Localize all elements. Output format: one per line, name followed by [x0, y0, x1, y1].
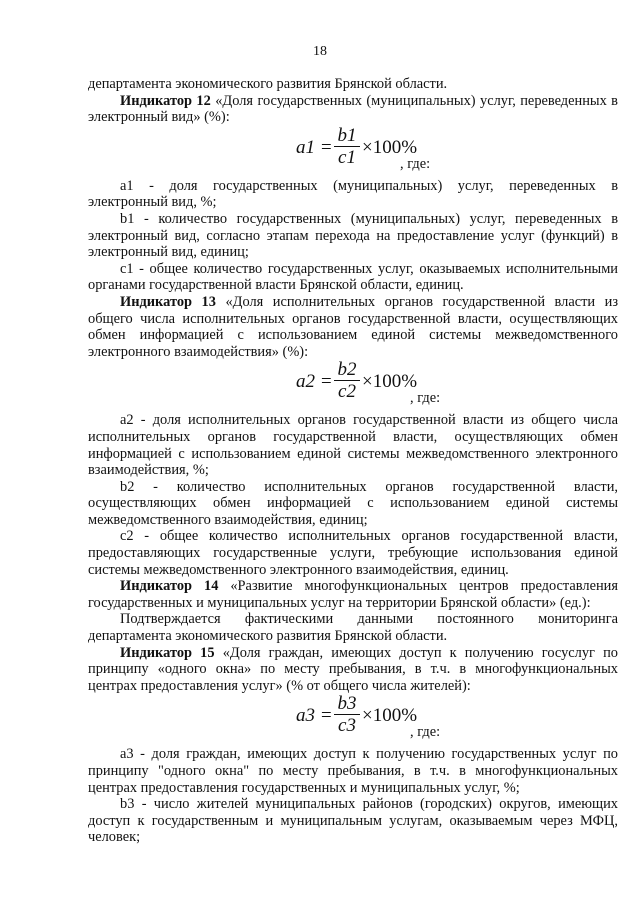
- definition-a2: a2 - доля исполнительных органов государственной власти из общего числа исполнительных органов государственной власти, осуществляющих обмен информацией с использованием единой системы межведомственного электронного взаимодействия, %;: [88, 412, 618, 479]
- indicator-12: [88, 93, 618, 126]
- formula-a2-lhs: a2 =: [296, 371, 333, 393]
- formula-a1-rhs: ×100%: [362, 136, 418, 158]
- formula-a1-lhs: a1 =: [296, 136, 333, 158]
- formula-a1-denominator: c1: [338, 146, 356, 168]
- confirmation-paragraph: Подтверждается фактическими данными постоянного мониторинга департамента экономического развития Брянской области.: [88, 611, 618, 645]
- definition-a1: a1 - доля государственных (муниципальных) услуг, переведенных в электронный вид, %;: [88, 177, 618, 211]
- formula-a3-numerator: b3: [334, 694, 360, 715]
- indicator-15-title: Индикатор 15: [120, 644, 215, 661]
- indicator-13-text: «Доля исполнительных органов государственной власти из общего числа исполнительных органов государственной власти, осуществляющих обмен информацией с использованием единой системы межведомственного электронного взаимодействия» (%):: [88, 293, 618, 360]
- indicator-14-title: Индикатор 14: [120, 578, 219, 595]
- indicator-13-title: Индикатор 13: [120, 293, 216, 310]
- document-body: [88, 76, 618, 846]
- formula-a1-fraction: [334, 126, 360, 169]
- indicator-14-text: «Развитие многофункциональных центров предоставления государственных и муниципальных услуг на территории Брянской области» (ед.):: [88, 578, 618, 611]
- formula-a2-fraction: [334, 360, 360, 403]
- formula-a1-where: , где:: [400, 155, 431, 172]
- formula-a3-denominator: c3: [338, 715, 356, 737]
- formula-a2-rhs: ×100%: [362, 371, 418, 393]
- definition-a3: a3 - доля граждан, имеющих доступ к получению государственных услуг по принципу "одного окна" по месту пребывания, в т.ч. в многофункциональных центрах предоставления государственных и муниципальных услуг, %;: [88, 746, 618, 796]
- definition-b2: b2 - количество исполнительных органов государственной власти, осуществляющих обмен информацией с использованием единой системы межведомственного взаимодействия, единиц;: [88, 478, 618, 528]
- definition-c2: c2 - общее количество исполнительных органов государственной власти, предоставляющих государственные услуги, требующие использования единой системы межведомственного электронного взаимодействия, единиц.: [88, 528, 618, 578]
- definition-c1: c1 - общее количество государственных услуг, оказываемых исполнительными органами государственной власти Брянской области, единиц.: [88, 260, 618, 294]
- indicator-15-text: «Доля граждан, имеющих доступ к получению госуслуг по принципу «одного окна» по месту пребывания, в т.ч. в многофункциональных центрах предоставления услуг» (% от общего числа жителей):: [88, 644, 618, 694]
- indicator-14: [88, 578, 618, 611]
- formula-a1: [88, 126, 618, 178]
- formula-a1-numerator: b1: [334, 126, 360, 147]
- formula-a2: [88, 360, 618, 412]
- indicator-13: [88, 294, 618, 360]
- formula-a3-where: , где:: [410, 724, 441, 741]
- indicator-12-text: «Доля государственных (муниципальных) услуг, переведенных в электронный вид» (%):: [88, 92, 618, 126]
- page-number: 18: [313, 44, 327, 59]
- formula-a2-numerator: b2: [334, 360, 360, 381]
- formula-a3-rhs: ×100%: [362, 705, 418, 727]
- indicator-12-title: Индикатор 12: [120, 92, 211, 109]
- formula-a3-lhs: a3 =: [296, 705, 333, 727]
- paragraph-department: департамента экономического развития Брянской области.: [88, 76, 448, 92]
- definition-b1: b1 - количество государственных (муниципальных) услуг, переведенных в электронный вид, согласно этапам перехода на предоставление услуг (функций) в электронный вид, единиц;: [88, 210, 618, 261]
- formula-a3-fraction: [334, 694, 360, 737]
- formula-a3: [88, 694, 618, 746]
- formula-a2-where: , где:: [410, 390, 441, 407]
- formula-a2-denominator: c2: [338, 381, 356, 403]
- definition-b3: b3 - число жителей муниципальных районов (городских) округов, имеющих доступ к государственным и муниципальным услугам, оказываемым через МФЦ, человек;: [88, 796, 618, 846]
- indicator-15: [88, 645, 618, 695]
